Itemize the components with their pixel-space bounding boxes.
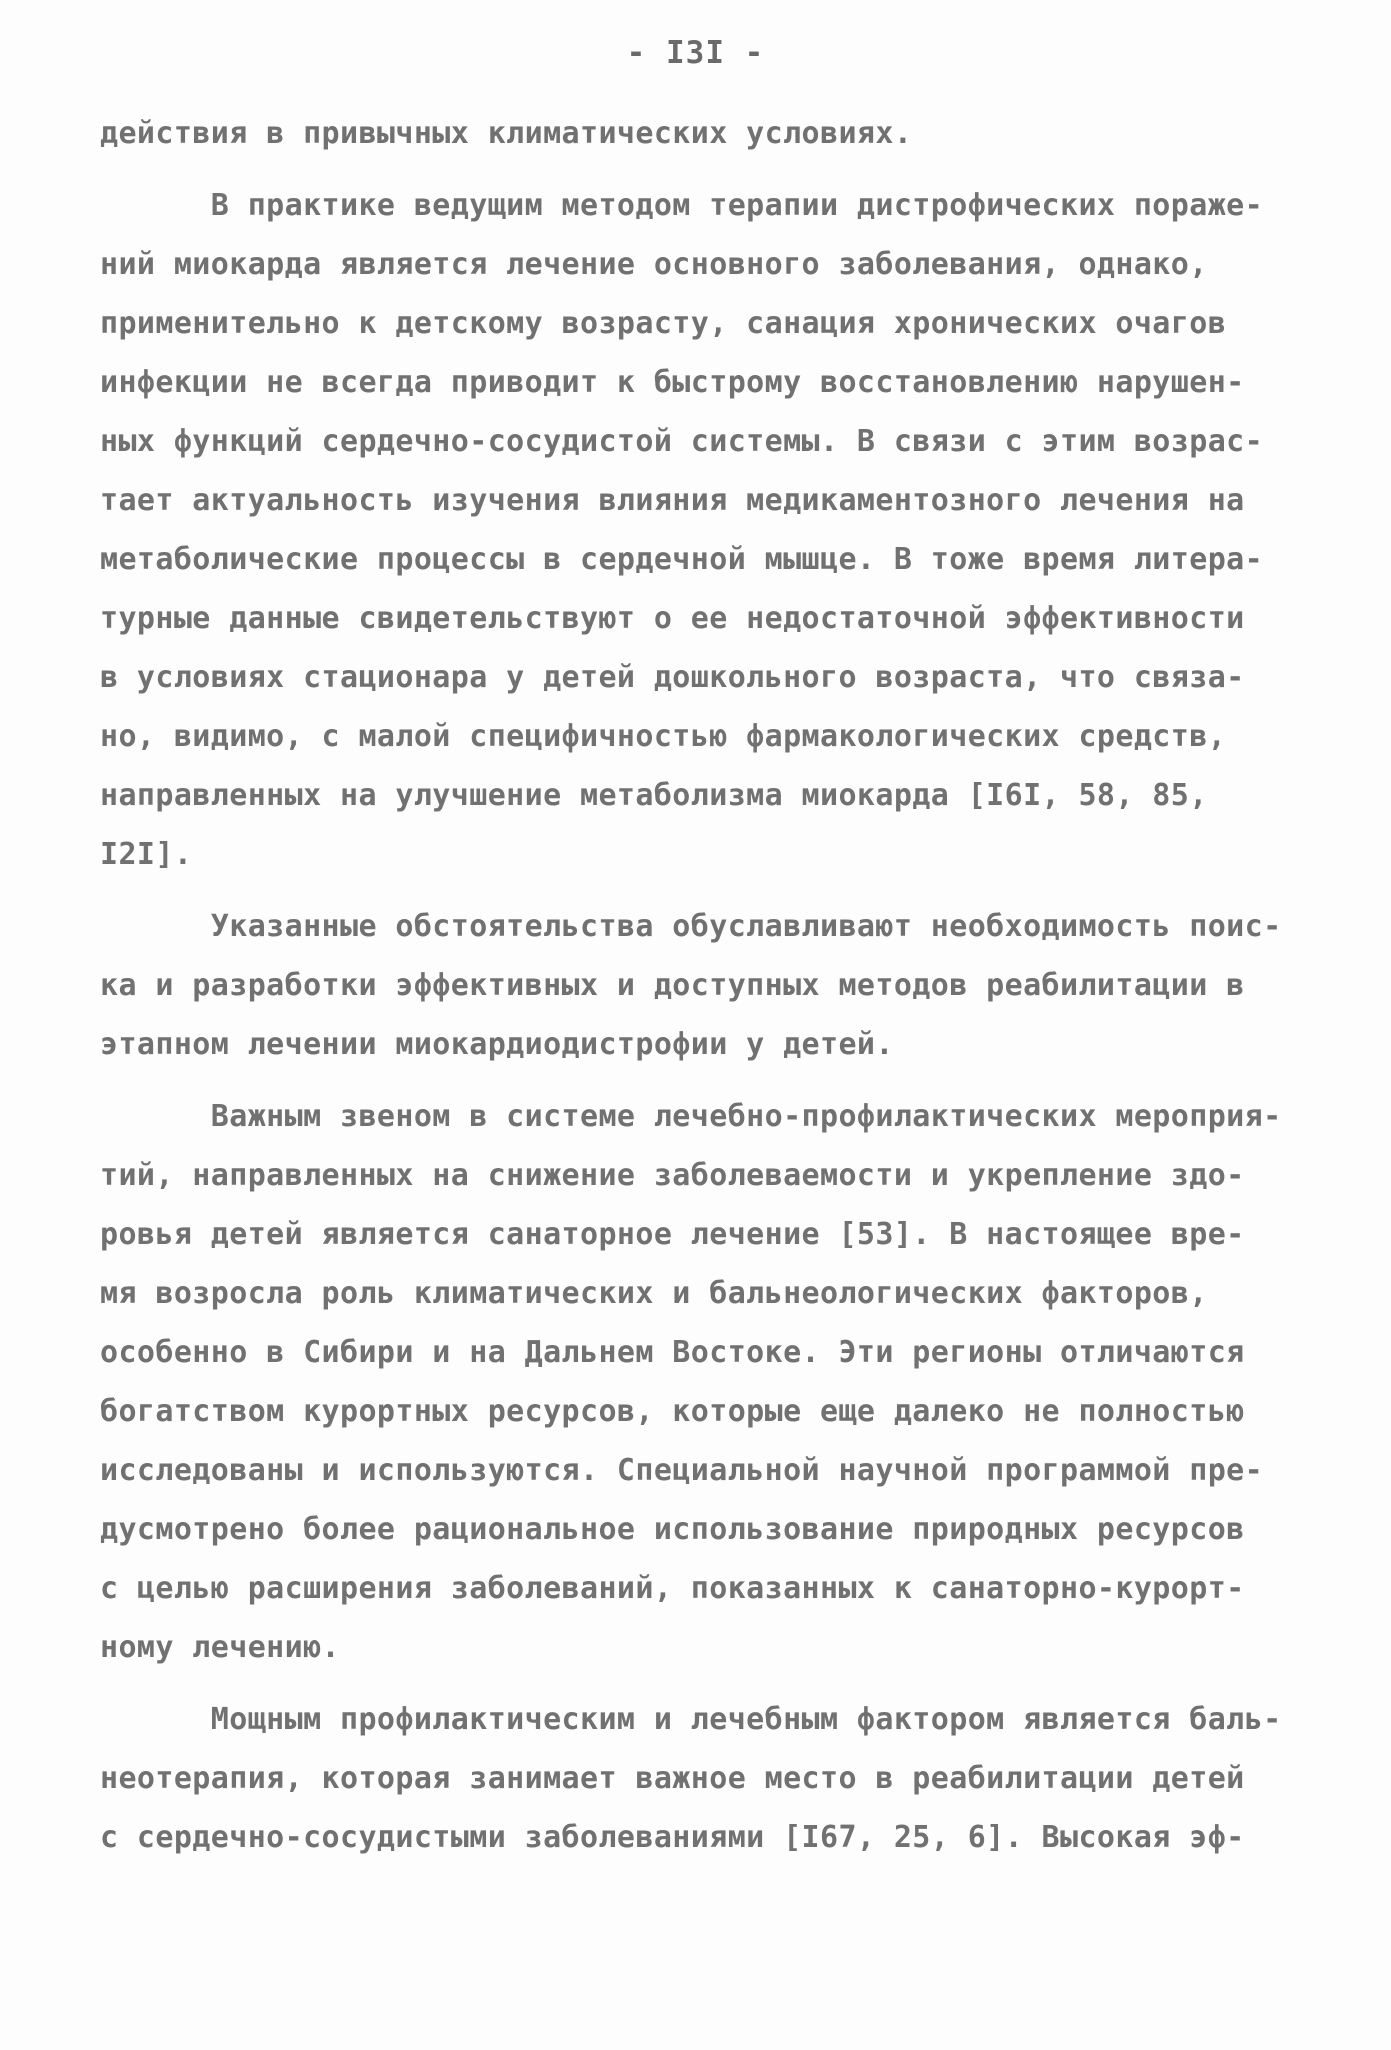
- text-line: Важным звеном в системе лечебно-профилактических мероприя-: [100, 1099, 1282, 1134]
- text-line: исследованы и используются. Специальной научной программой пре-: [100, 1453, 1264, 1488]
- text-line: особенно в Сибири и на Дальнем Востоке. Эти регионы отличаются: [100, 1335, 1245, 1370]
- text-line: богатством курортных ресурсов, которые еще далеко не полностью: [100, 1394, 1245, 1429]
- text-line: В практике ведущим методом терапии дистрофических пораже-: [100, 188, 1264, 223]
- text-line: дусмотрено более рациональное использование природных ресурсов: [100, 1512, 1245, 1547]
- text-line: направленных на улучшение метаболизма миокарда [I6I, 58, 85,: [100, 778, 1208, 813]
- text-line: ний миокарда является лечение основного заболевания, однако,: [100, 247, 1208, 282]
- text-line: но, видимо, с малой специфичностью фармакологических средств,: [100, 719, 1227, 754]
- paragraph-2: [100, 176, 1300, 884]
- paragraph-1: [100, 104, 1300, 163]
- body-text: [100, 104, 1300, 1867]
- text-line: этапном лечении миокардиодистрофии у детей.: [100, 1027, 894, 1062]
- text-line: мя возросла роль климатических и бальнеологических факторов,: [100, 1276, 1208, 1311]
- text-line: применительно к детскому возрасту, санация хронических очагов: [100, 306, 1227, 341]
- text-line: турные данные свидетельствуют о ее недостаточной эффективности: [100, 601, 1245, 636]
- text-line: неотерапия, которая занимает важное место в реабилитации детей: [100, 1761, 1245, 1796]
- text-line: ному лечению.: [100, 1630, 340, 1665]
- paragraph-4: [100, 1087, 1300, 1677]
- text-line: с сердечно-сосудистыми заболеваниями [I67, 25, 6]. Высокая эф-: [100, 1820, 1245, 1855]
- text-line: действия в привычных климатических условиях.: [100, 116, 913, 151]
- paragraph-5: [100, 1690, 1300, 1867]
- text-line: метаболические процессы в сердечной мышце. В тоже время литера-: [100, 542, 1264, 577]
- text-line: ка и разработки эффективных и доступных методов реабилитации в: [100, 968, 1245, 1003]
- text-line: инфекции не всегда приводит к быстрому восстановлению нарушен-: [100, 365, 1245, 400]
- text-line: ровья детей является санаторное лечение [53]. В настоящее вре-: [100, 1217, 1245, 1252]
- paragraph-3: [100, 897, 1300, 1074]
- text-line: тий, направленных на снижение заболеваемости и укрепление здо-: [100, 1158, 1245, 1193]
- page-number: - I3I -: [626, 35, 765, 71]
- text-line: I2I].: [100, 837, 193, 872]
- text-line: с целью расширения заболеваний, показанных к санаторно-курорт-: [100, 1571, 1245, 1606]
- text-line: Мощным профилактическим и лечебным фактором является баль-: [100, 1702, 1282, 1737]
- text-line: ных функций сердечно-сосудистой системы. В связи с этим возрас-: [100, 424, 1264, 459]
- text-line: тает актуальность изучения влияния медикаментозного лечения на: [100, 483, 1245, 518]
- text-line: в условиях стационара у детей дошкольного возраста, что связа-: [100, 660, 1245, 695]
- text-line: Указанные обстоятельства обуславливают необходимость поис-: [100, 909, 1282, 944]
